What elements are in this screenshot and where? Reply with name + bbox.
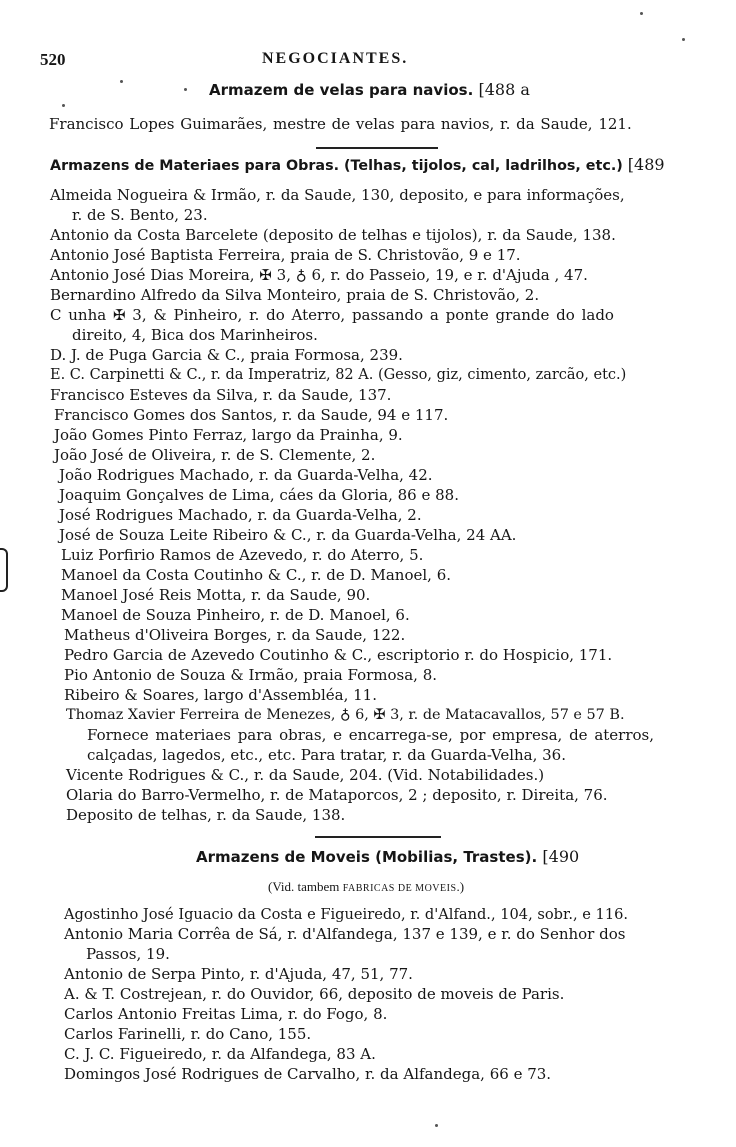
directory-entry-continuation: direito, 4, Bica dos Marinheiros. xyxy=(72,326,318,344)
print-speck xyxy=(62,104,65,107)
directory-entry: Agostinho José Iguacio da Costa e Figueiredo, r. d'Alfand., 104, sobr., e 116. xyxy=(64,906,629,923)
directory-entry: Almeida Nogueira & Irmão, r. da Saude, 130, deposito, e para informações, xyxy=(50,186,625,204)
section-title: Armazem de velas para navios. xyxy=(209,81,474,99)
directory-entry: Carlos Farinelli, r. do Cano, 155. xyxy=(64,1025,312,1043)
page-number: 520 xyxy=(40,50,66,69)
directory-entry: Domingos José Rodrigues de Carvalho, r. da Alfandega, 66 e 73. xyxy=(64,1065,552,1083)
directory-entry: Francisco Esteves da Silva, r. da Saude, 137. xyxy=(50,386,392,404)
running-head: NEGOCIANTES. xyxy=(262,50,409,67)
directory-entry: Carlos Antonio Freitas Lima, r. do Fogo, 8. xyxy=(64,1005,388,1023)
print-speck xyxy=(120,80,123,83)
directory-entry: Antonio Maria Corrêa de Sá, r. d'Alfandega, 137 e 139, e r. do Senhor dos xyxy=(64,925,626,943)
directory-entry: Matheus d'Oliveira Borges, r. da Saude, 122. xyxy=(64,626,406,644)
directory-entry: Manoel de Souza Pinheiro, r. de D. Manoel, 6. xyxy=(61,606,410,624)
directory-entry: Pedro Garcia de Azevedo Coutinho & C., escriptorio r. do Hospicio, 171. xyxy=(64,646,613,664)
directory-entry: Pio Antonio de Souza & Irmão, praia Formosa, 8. xyxy=(64,666,438,684)
directory-entry: José Rodrigues Machado, r. da Guarda-Velha, 2. xyxy=(59,506,422,524)
directory-entry: Olaria do Barro-Vermelho, r. de Mataporcos, 2 ; deposito, r. Direita, 76. xyxy=(66,786,608,804)
directory-entry-continuation: r. de S. Bento, 23. xyxy=(72,206,208,224)
directory-entry: Manoel da Costa Coutinho & C., r. de D. Manoel, 6. xyxy=(61,566,452,584)
directory-entry: Francisco Gomes dos Santos, r. da Saude, 94 e 117. xyxy=(54,406,449,424)
print-speck xyxy=(640,12,643,15)
directory-entry: Antonio José Baptista Ferreira, praia de S. Christovão, 9 e 17. xyxy=(50,246,521,264)
note-reference: FABRICAS DE MOVEIS xyxy=(342,883,457,894)
section-title: Armazens de Moveis (Mobilias, Trastes). xyxy=(196,848,538,866)
directory-entry: Manoel José Reis Motta, r. da Saude, 90. xyxy=(61,586,371,604)
directory-entry: Bernardino Alfredo da Silva Monteiro, praia de S. Christovão, 2. xyxy=(50,286,540,304)
directory-entry-continuation: calçadas, lagedos, etc., etc. Para tratar, r. da Guarda-Velha, 36. xyxy=(87,746,566,764)
directory-entry: João Rodrigues Machado, r. da Guarda-Velha, 42. xyxy=(59,466,433,484)
directory-entry: C unha ✠ 3, & Pinheiro, r. do Aterro, passando a ponte grande do lado xyxy=(50,306,614,324)
directory-entry: C. J. C. Figueiredo, r. da Alfandega, 83 A. xyxy=(64,1045,376,1063)
print-speck xyxy=(682,38,685,41)
directory-entry-continuation: Fornece materiaes para obras, e encarrega-se, por empresa, de aterros, xyxy=(87,726,655,744)
note-prefix: (Vid. tambem xyxy=(268,879,343,894)
directory-entry: Joaquim Gonçalves de Lima, cáes da Gloria, 86 e 88. xyxy=(59,486,459,504)
directory-entry: E. C. Carpinetti & C., r. da Imperatriz, 82 A. (Gesso, giz, cimento, zarcão, etc.) xyxy=(50,367,627,383)
directory-entry: José de Souza Leite Ribeiro & C., r. da Guarda-Velha, 24 AA. xyxy=(59,526,517,544)
print-speck xyxy=(184,88,187,91)
section-heading-materiaes xyxy=(50,155,665,174)
directory-entry: João José de Oliveira, r. de S. Clemente, 2. xyxy=(54,446,376,464)
directory-entry: Vicente Rodrigues & C., r. da Saude, 204. (Vid. Notabilidades.) xyxy=(66,766,545,784)
section-title: Armazens de Materiaes para Obras. (Telhas, tijolos, cal, ladrilhos, etc.) xyxy=(50,158,623,174)
page-header xyxy=(40,50,700,72)
section-heading-moveis xyxy=(196,847,579,866)
directory-entry: Luiz Porfirio Ramos de Azevedo, r. do Aterro, 5. xyxy=(61,546,424,564)
cross-reference-note xyxy=(268,879,464,895)
directory-entry: Thomaz Xavier Ferreira de Menezes, ♁ 6, ✠ 3, r. de Matacavallos, 57 e 57 B. xyxy=(66,707,625,723)
section-divider xyxy=(315,836,441,838)
print-speck xyxy=(435,1124,438,1127)
section-ref: [489 xyxy=(627,155,665,174)
section-ref: [488 a xyxy=(478,80,530,99)
directory-entry: Antonio José Dias Moreira, ✠ 3, ♁ 6, r. do Passeio, 19, e r. d'Ajuda , 47. xyxy=(50,266,588,284)
page-edge-bracket xyxy=(0,548,8,592)
directory-entry: Francisco Lopes Guimarães, mestre de velas para navios, r. da Saude, 121. xyxy=(49,115,632,133)
directory-entry-continuation: Passos, 19. xyxy=(86,945,170,963)
directory-entry: D. J. de Puga Garcia & C., praia Formosa, 239. xyxy=(50,346,403,364)
directory-entry: Antonio da Costa Barcelete (deposito de telhas e tijolos), r. da Saude, 138. xyxy=(50,226,616,244)
directory-entry: Deposito de telhas, r. da Saude, 138. xyxy=(66,806,346,824)
section-ref: [490 xyxy=(542,847,580,866)
section-divider xyxy=(316,147,438,149)
section-heading-velas xyxy=(209,80,530,99)
directory-entry: Antonio de Serpa Pinto, r. d'Ajuda, 47, 51, 77. xyxy=(64,965,413,983)
directory-entry: João Gomes Pinto Ferraz, largo da Prainha, 9. xyxy=(54,426,403,444)
note-suffix: .) xyxy=(456,879,465,894)
directory-entry: Ribeiro & Soares, largo d'Assembléa, 11. xyxy=(64,686,377,704)
directory-entry: A. & T. Costrejean, r. do Ouvidor, 66, deposito de moveis de Paris. xyxy=(64,985,565,1003)
